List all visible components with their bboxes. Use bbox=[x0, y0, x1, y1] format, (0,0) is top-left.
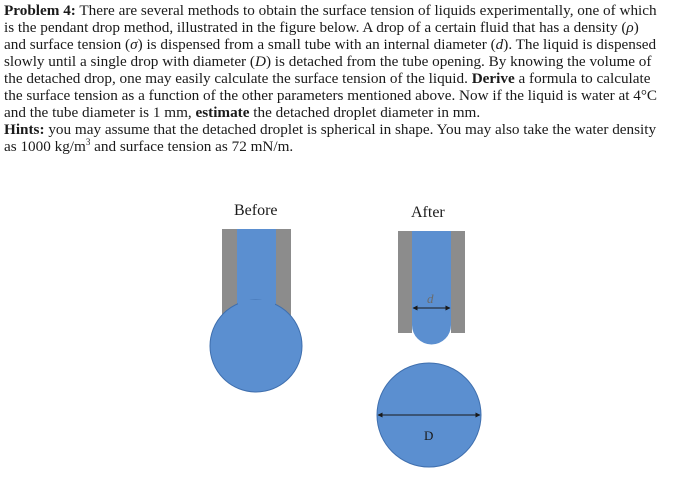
D-dimension-label: D bbox=[424, 428, 434, 443]
problem-line-6: the surface tension as a function of the other parameters mentioned above. Now if the liquid is water at 4°C bbox=[4, 87, 658, 104]
hints-label: Hints: bbox=[4, 121, 45, 138]
hints-line-2: as 1000 $kg/m^3$ and surface tension as 72 mN/m. bbox=[4, 137, 294, 155]
problem-line-1: Problem 4: There are several methods to obtain the surface tension of liquids experimentally, one of which bbox=[4, 2, 657, 19]
D-symbol: D bbox=[254, 53, 266, 70]
derive-keyword: Derive bbox=[471, 70, 515, 87]
after-tube-right-wall bbox=[451, 231, 465, 333]
before-drop-neck bbox=[238, 300, 275, 310]
after-label: After bbox=[411, 204, 445, 221]
estimate-keyword: estimate bbox=[195, 104, 250, 121]
d-symbol: d bbox=[495, 36, 504, 53]
hints-line-1: Hints: you may assume that the detached droplet is spherical in shape. You may also take the water density bbox=[4, 121, 657, 138]
sigma-symbol: σ bbox=[130, 36, 138, 53]
problem-line-7: and the tube diameter is 1 mm, estimate the detached droplet diameter in mm. bbox=[4, 104, 481, 121]
rho-symbol: ρ bbox=[626, 19, 634, 36]
problem-line-5: the detached drop, one may easily calculate the surface tension of the liquid. Derive a formula to calculate bbox=[4, 70, 651, 87]
before-label: Before bbox=[234, 202, 278, 219]
after-tube bbox=[398, 231, 465, 345]
problem-line-4: slowly until a single drop with diameter (D) is detached from the tube opening. By knowing the volume of bbox=[4, 53, 652, 70]
after-tube-liquid bbox=[412, 231, 451, 345]
d-dimension-label: d bbox=[427, 291, 434, 306]
after-tube-left-wall bbox=[398, 231, 412, 333]
problem-line-2: is the pendant drop method, illustrated in the figure below. A drop of a certain fluid that has a density (ρ) bbox=[4, 19, 639, 36]
before-pendant-drop bbox=[210, 300, 302, 392]
problem-label: Problem 4: bbox=[4, 2, 76, 19]
problem-line-3: and surface tension (σ) is dispensed from a small tube with an internal diameter (d). The liquid is dispensed bbox=[4, 36, 657, 53]
